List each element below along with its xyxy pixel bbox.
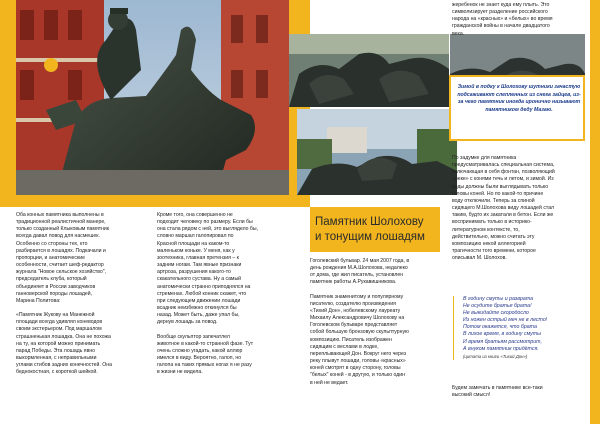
col1-line: пропорции, и анатомические xyxy=(16,254,85,261)
col2-line: задним ногам. Там явные признаки xyxy=(157,262,242,269)
col3-line: "белых" коней - в другую, и только один xyxy=(310,372,405,379)
col1-line: только созданный Клыковым памятник xyxy=(16,226,110,233)
col1-line: углами стибов задних конечностей. Она xyxy=(16,362,112,369)
article-title-block xyxy=(310,207,440,252)
col1-line: особенности, считает шеф-редактор xyxy=(16,262,104,269)
col2-line: Кроме того, она совершенно не xyxy=(157,212,233,218)
col2-gap xyxy=(157,327,288,334)
text-column-4 xyxy=(452,155,584,262)
col4-line: «реке» с конями течь и летом, и зимой. Из xyxy=(452,176,554,183)
col4-line: композицию некой аллегорией xyxy=(452,240,526,247)
col4-line: По задумке для памятника xyxy=(452,155,517,161)
col3-line: сидящим с веслами в лодке, xyxy=(310,343,379,350)
title-line-2: и тонущим лошадям xyxy=(315,230,425,243)
title-line-1: Памятник Шолохову xyxy=(315,216,424,228)
col2-line: в жизни не видела. xyxy=(157,369,203,376)
col2-line: анатомически странно приподнялся на xyxy=(157,283,251,290)
col2-line: артроза, разрушения какого-то xyxy=(157,269,231,276)
col1-gap xyxy=(16,305,147,312)
col3-line: «Тихий Дон», нобелевскому лауреату xyxy=(310,307,401,314)
col1-line: журнала "Новое сельское хозяйство", xyxy=(16,269,107,276)
col1-line: Марина Политова: xyxy=(16,297,61,304)
col1-line: ганноверской породы лошадей, xyxy=(16,290,93,297)
poem-quote xyxy=(453,296,581,360)
col3-line: Памятник знаменитому и популярному xyxy=(310,293,404,300)
col1-line: разбирается в лошадях. Подкачали и xyxy=(16,247,106,254)
article-title xyxy=(315,215,440,244)
col3-line: день рождения М.А.Шолохова, недалеко xyxy=(310,265,408,272)
col1-line: страшненькая лошадка. Она не похожа xyxy=(16,333,111,340)
col1-line: беднокостная, с короткой шейкой. xyxy=(16,369,98,376)
col3-line: композицию. Писатель изображен xyxy=(310,336,392,343)
col3b-line: народа на «красных» и «белых» во время xyxy=(452,16,553,23)
col4-line: включающая в себя фонтан, позволяющий xyxy=(452,169,555,176)
col4-line: трагичности того времени, которое xyxy=(452,248,536,255)
col1-line: Особенно со стороны тех, кто xyxy=(16,240,88,247)
closing-line: Будем замечать в памятнике все-таки xyxy=(452,385,543,391)
col2-line: она стала рядом с ней, это выглядело бы, xyxy=(157,226,258,233)
col2-line: назад. Может быть, даже упал бы, xyxy=(157,312,240,319)
yellow-right-edge xyxy=(590,0,600,424)
col1-line: традиционной реалистичной манере, xyxy=(16,219,106,226)
col2-line: словно маршал галопировал по xyxy=(157,233,234,240)
col2-line: Вообще скульптор запечатлел xyxy=(157,333,230,340)
col4-line: описывал М. Шолохов. xyxy=(452,255,507,262)
closing-line: высокий смысл! xyxy=(452,392,491,399)
col1-line: парад Победы. Эта лошадь явно xyxy=(16,347,96,354)
col3-line: Гоголевский бульвар. 24 мая 2007 года, в xyxy=(310,258,410,264)
col3-line: коней смотрят в одну сторону, головы xyxy=(310,365,401,372)
text-column-2 xyxy=(157,212,288,376)
col2-line: очень сложно угадать, какой аллюр xyxy=(157,347,243,354)
col2-line: стременах. Любой конник скажет, что xyxy=(157,290,247,297)
col1-line: всегда давал повод для насмешек. xyxy=(16,233,100,240)
poem-line: Из ножен острый меч не в лесто! xyxy=(463,317,548,324)
poem-line: Не осудите братья брата! xyxy=(463,303,532,310)
col3-line: от дома, где жил писатель, установлен xyxy=(310,272,404,279)
col2-line: галопа на таких прямых ногах я не разу xyxy=(157,362,252,369)
text-column-1 xyxy=(16,212,147,376)
poem-line: В годину смуты и разврата xyxy=(463,296,534,302)
col2-line: зоотехника, главная претензия – к xyxy=(157,254,239,261)
col3-line: Михаилу Александровичу Шолохову на xyxy=(310,315,405,322)
text-column-3 xyxy=(310,258,447,387)
col2-line: дернув лошадь за повод. xyxy=(157,319,218,326)
col3b-line: века. xyxy=(452,30,465,37)
col3-line: переплывающей Дон. Вокруг него через xyxy=(310,350,407,357)
photo-caption-text: Зимой в подку к Шолохову шутники зачастую подсаживают слепленных из снега зайцев, из-за чего памятник иногда иронично называют памятником деду Мазаю. xyxy=(457,84,581,113)
col1-line: площади всегда удивлял коневодов xyxy=(16,319,103,326)
col4-line: головы коней. Но по какой-то причине xyxy=(452,190,544,197)
text-column-4-end xyxy=(452,385,584,399)
col4-line: воду отключили. Теперь за спиной xyxy=(452,197,535,204)
text-column-3-top xyxy=(452,2,584,38)
col2-line: животное в какой-то странной фазе. Тут xyxy=(157,340,254,347)
col2-line: при следующем движении лошади xyxy=(157,297,241,304)
col1-line: «Памятник Жукову на Манежной xyxy=(16,312,95,319)
col3b-line: гражданской войны в начале двадцатого xyxy=(452,23,550,30)
col3-gap xyxy=(310,287,447,294)
col3-line: Гоголевском бульваре представляет xyxy=(310,322,398,329)
poem-line: В лихое время, в годину смуты xyxy=(463,331,542,338)
sholokhov-monument-horses-photo xyxy=(289,34,449,107)
col2-line: всадник неизбежно откинулся бы xyxy=(157,305,237,312)
zhukov-monument-photo xyxy=(16,0,289,195)
col4-line: таким, будто их закатали в бетон. Если же xyxy=(452,212,554,219)
poem-line: Не выкидайте скородосло xyxy=(463,310,529,317)
poem-line: А внуком памятник придётся. xyxy=(463,345,539,352)
col4-line: сидящего М.Шолохова виду лошадей стал xyxy=(452,205,555,212)
sholokhov-monument-boat-photo xyxy=(297,109,457,195)
poem-line: И время братьям рассмотрит, xyxy=(463,338,542,345)
photo-caption-box xyxy=(449,75,585,141)
col4-line: действительно, можно считать эту xyxy=(452,233,535,240)
col3-line: реку плывут лошади, головы «красных» xyxy=(310,358,406,365)
col1-line: выкормленная, с неправильными xyxy=(16,354,97,361)
col2-line: скакательного сустава. Ну а самый xyxy=(157,276,242,283)
col4-line: предусматривалась специальная система, xyxy=(452,162,555,169)
col1-line: на ту, на которой можно принимать xyxy=(16,340,101,347)
col3b-line: жеребенок не знает куда ему плыть. Это xyxy=(452,2,550,8)
col3-line: собой большую бронзовую скульптурную xyxy=(310,329,409,336)
col3b-line: символизирует разделение российского xyxy=(452,9,548,16)
col1-line: объединяет в России заводчиков xyxy=(16,283,96,290)
col2-line: имелся в виду. Вероятно, галоп, но xyxy=(157,354,242,361)
col2-line: Красной площади на каком-то xyxy=(157,240,230,247)
col1-line: председатель клуба, который xyxy=(16,276,87,283)
col2-line: маленьком коньке. У меня, как у xyxy=(157,247,235,254)
col4-line: литературном контексте, то, xyxy=(452,226,520,233)
poem-citation: (цитата из книги «Тихий Дон») xyxy=(463,353,528,359)
col3-line: писателю, создателю произведения xyxy=(310,300,396,307)
col3-line: в ней не ведает. xyxy=(310,379,349,386)
col1-line: своим экстерьером. Под маршалом xyxy=(16,326,102,333)
col3-line: памятник работы А.Рукавишникова. xyxy=(310,279,397,286)
col4-line: воды должны были выглядывать только xyxy=(452,183,549,190)
col4-line: воспринимать только в историко- xyxy=(452,219,532,226)
col1-line: Оба конных памятника выполнены в xyxy=(16,212,104,218)
col2-line: подходит человеку по размеру. Если бы xyxy=(157,219,253,226)
poem-line: Потом окажется, что брата xyxy=(463,324,537,331)
